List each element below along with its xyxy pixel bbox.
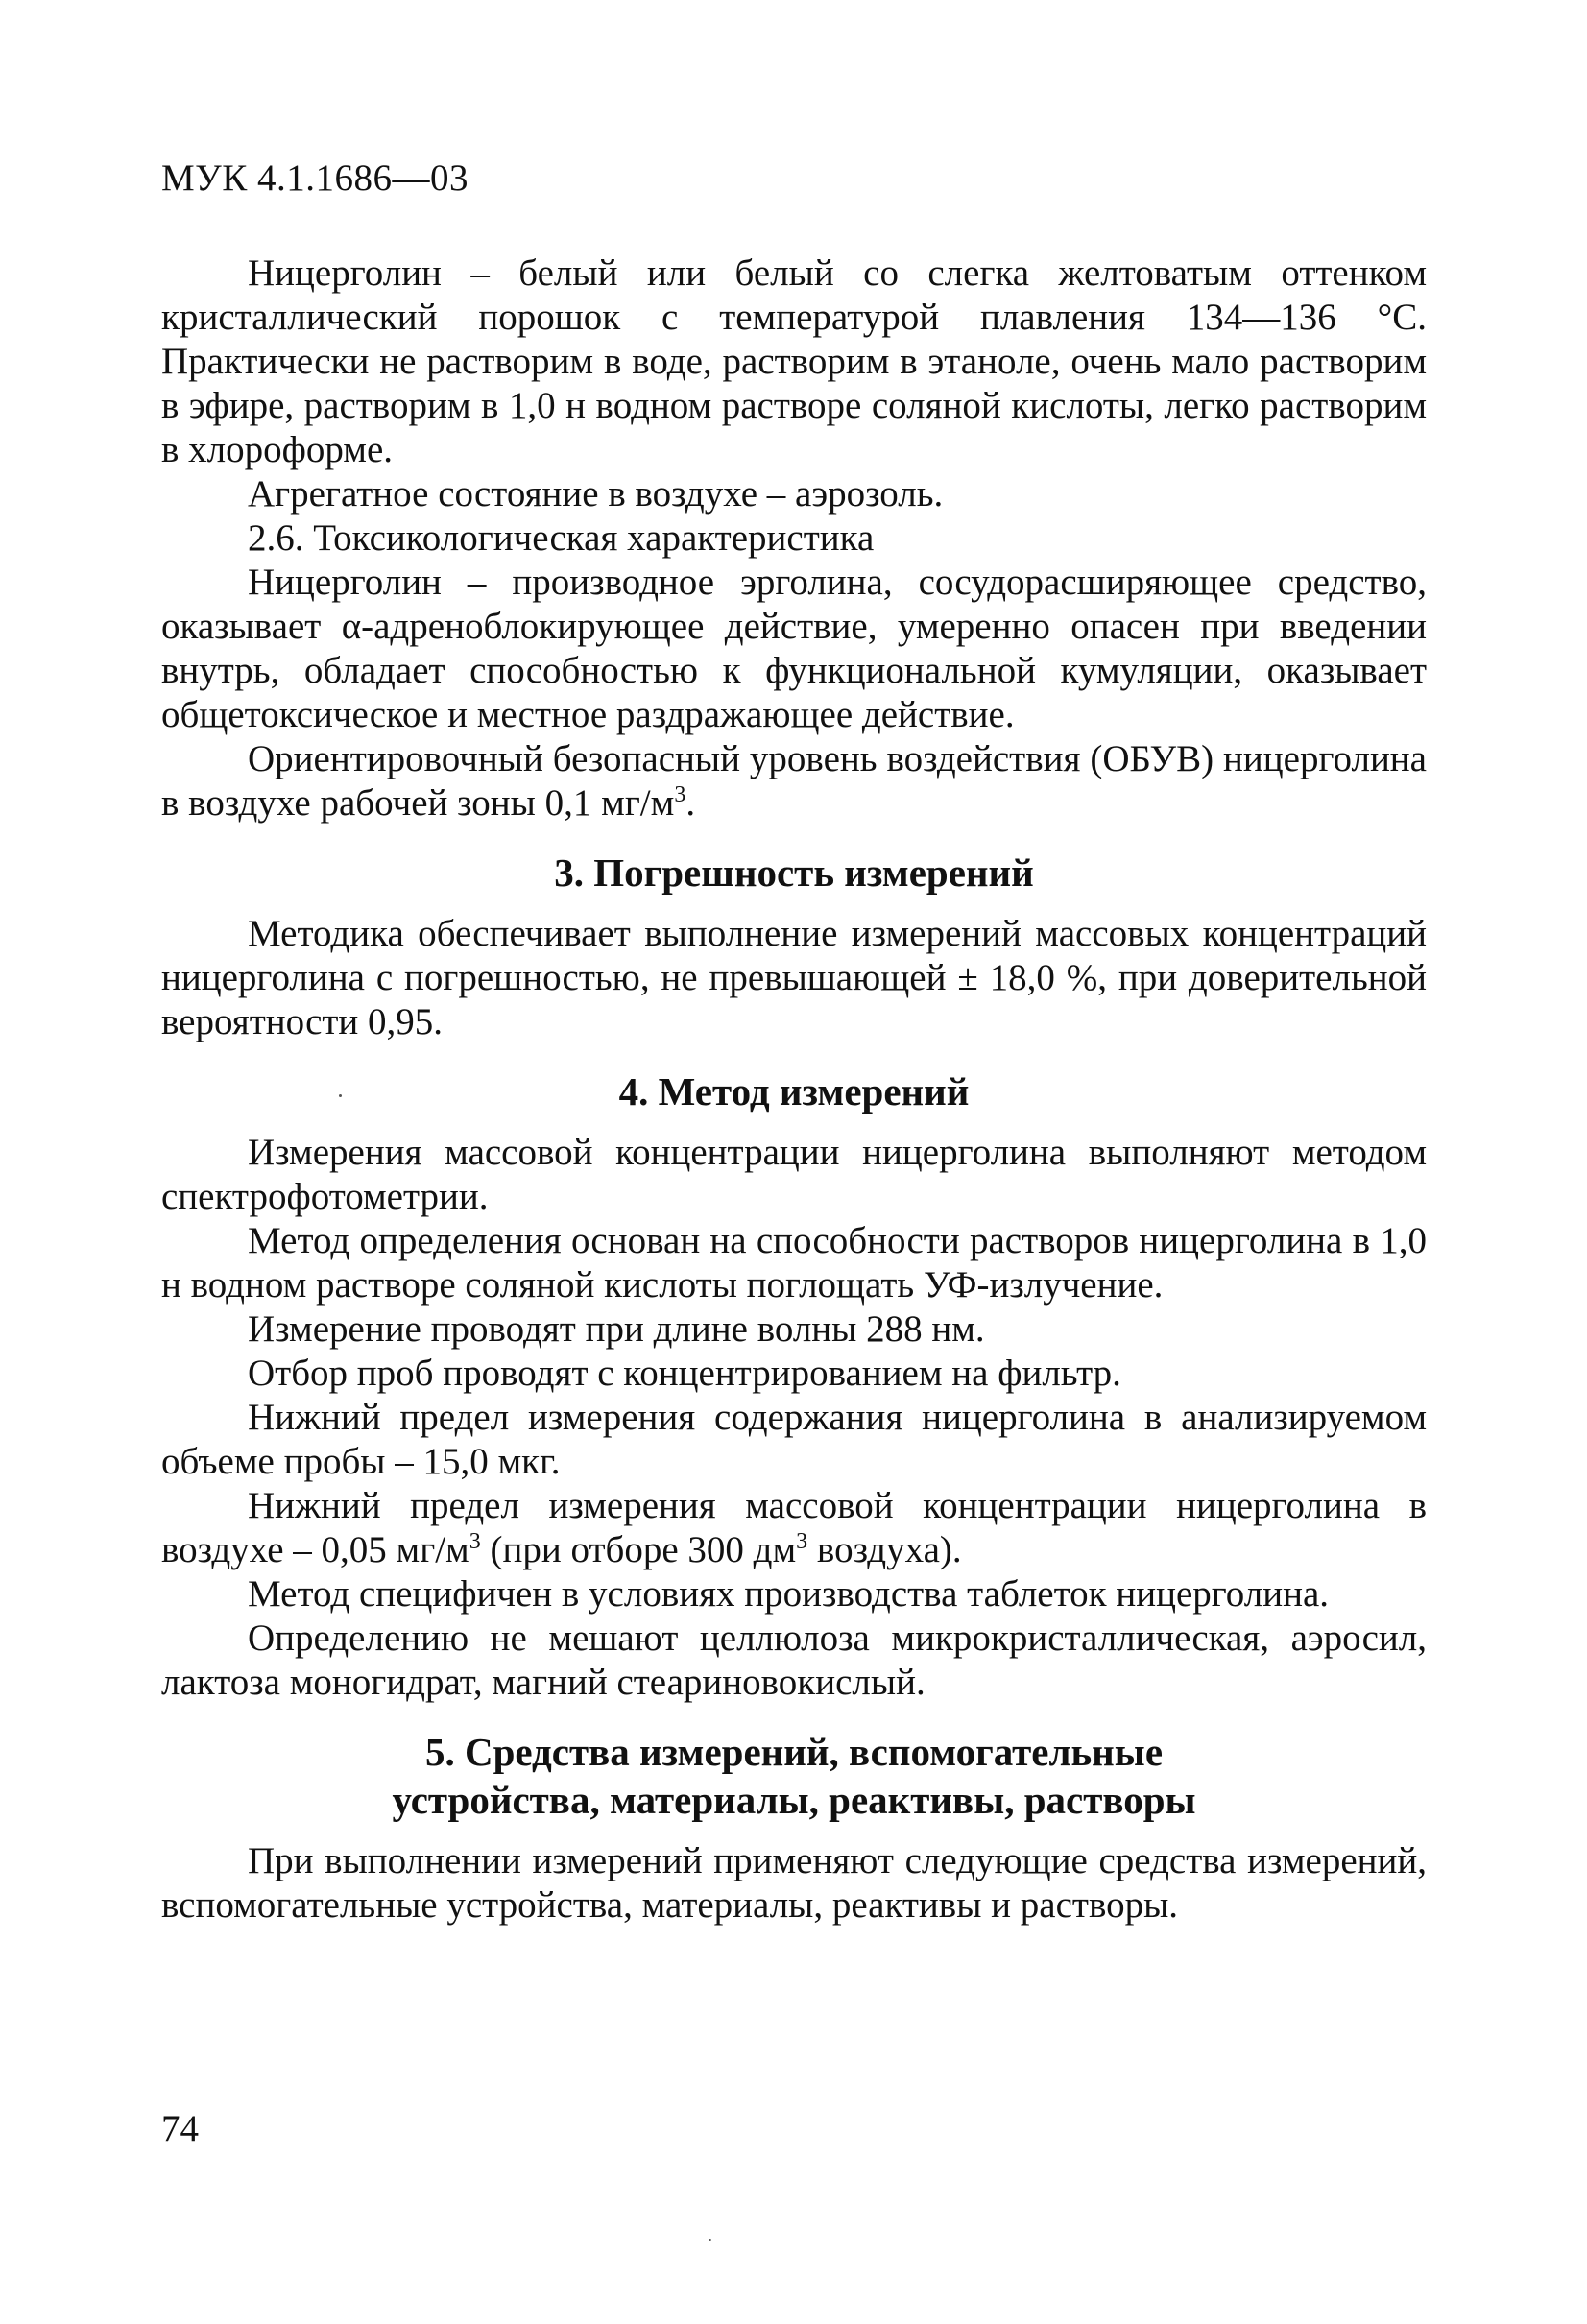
paragraph-error: Методика обеспечивает выполнение измерений массовых концентраций ницерголина с погрешностью, не превышающей ± 18,0 %, при доверительной вероятности 0,95. <box>161 913 1427 1042</box>
limit-superscript-1: 3 <box>469 1529 481 1554</box>
page-number: 74 <box>161 2108 199 2149</box>
paragraph-obuv <box>161 737 1427 826</box>
document-body <box>161 252 1427 1928</box>
paragraph-method-3: Измерение проводят при длине волны 288 нм. <box>248 1308 985 1350</box>
paragraph-method-2: Метод определения основан на способности растворов ницерголина в 1,0 н водном растворе соляной кислоты поглощать УФ-излучение. <box>161 1220 1427 1306</box>
paragraph-method-1: Измерения массовой концентрации ницерголина выполняют методом спектрофотометрии. <box>161 1132 1427 1217</box>
paragraph-instruments: При выполнении измерений применяют следующие средства измерений, вспомогательные устройства, материалы, реактивы и растворы. <box>161 1840 1427 1926</box>
paragraph-method-4: Отбор проб проводят с концентрированием на фильтр. <box>248 1353 1121 1394</box>
paragraph-aggregate-state: Агрегатное состояние в воздухе – аэрозоль. <box>248 473 944 515</box>
limit-text-a: Нижний предел измерения массовой концентрации ницерголина в воздухе – 0,05 мг/м <box>161 1485 1427 1570</box>
paragraph-method-5: Нижний предел измерения содержания ницерголина в анализируемом объеме пробы – 15,0 мкг. <box>161 1397 1427 1482</box>
scan-speck <box>339 1094 342 1097</box>
obuv-superscript: 3 <box>674 782 686 807</box>
limit-superscript-2: 3 <box>796 1529 808 1554</box>
section-title-instruments-line1: 5. Средства измерений, вспомогательные <box>424 1730 1164 1774</box>
section-title-instruments-line2: устройства, материалы, реактивы, растворы <box>392 1778 1196 1822</box>
paragraph-method-limit <box>161 1484 1427 1572</box>
paragraph-method-7: Определению не мешают целлюлоза микрокристаллическая, аэросил, лактоза моногидрат, магний стеариновокислый. <box>161 1617 1427 1703</box>
section-title-instruments <box>161 1728 1427 1824</box>
paragraph-description: Ницерголин – белый или белый со слегка желтоватым оттенком кристаллический порошок с температурой плавления 134—136 °С. Практически не растворим в воде, растворим в этаноле, очень мало растворим в эфире, растворим в 1,0 н водном растворе соляной кислоты, легко растворим в хлороформе. <box>161 252 1427 470</box>
scan-speck <box>709 2239 711 2241</box>
document-code-header: МУК 4.1.1686—03 <box>161 157 469 199</box>
obuv-text: Ориентировочный безопасный уровень воздействия (ОБУВ) ницерголина в воздухе рабочей зоны 0,1 мг/м <box>161 738 1427 824</box>
section-title-method: 4. Метод измерений <box>618 1069 970 1114</box>
section-title-error: 3. Погрешность измерений <box>554 851 1034 895</box>
paragraph-method-6: Метод специфичен в условиях производства таблеток ницерголина. <box>248 1573 1330 1615</box>
obuv-tail: . <box>685 782 696 824</box>
limit-text-b: (при отборе 300 дм <box>480 1529 797 1570</box>
paragraph-toxicology: Ницерголин – производное эрголина, сосудорасширяющее средство, оказывает α-адреноблокирующее действие, умеренно опасен при введении внутрь, обладает способностью к функциональной кумуляции, оказывает общетоксическое и местное раздражающее действие. <box>161 562 1427 735</box>
limit-text-c: воздуха). <box>807 1529 962 1570</box>
subsection-heading-toxicology: 2.6. Токсикологическая характеристика <box>248 517 875 559</box>
